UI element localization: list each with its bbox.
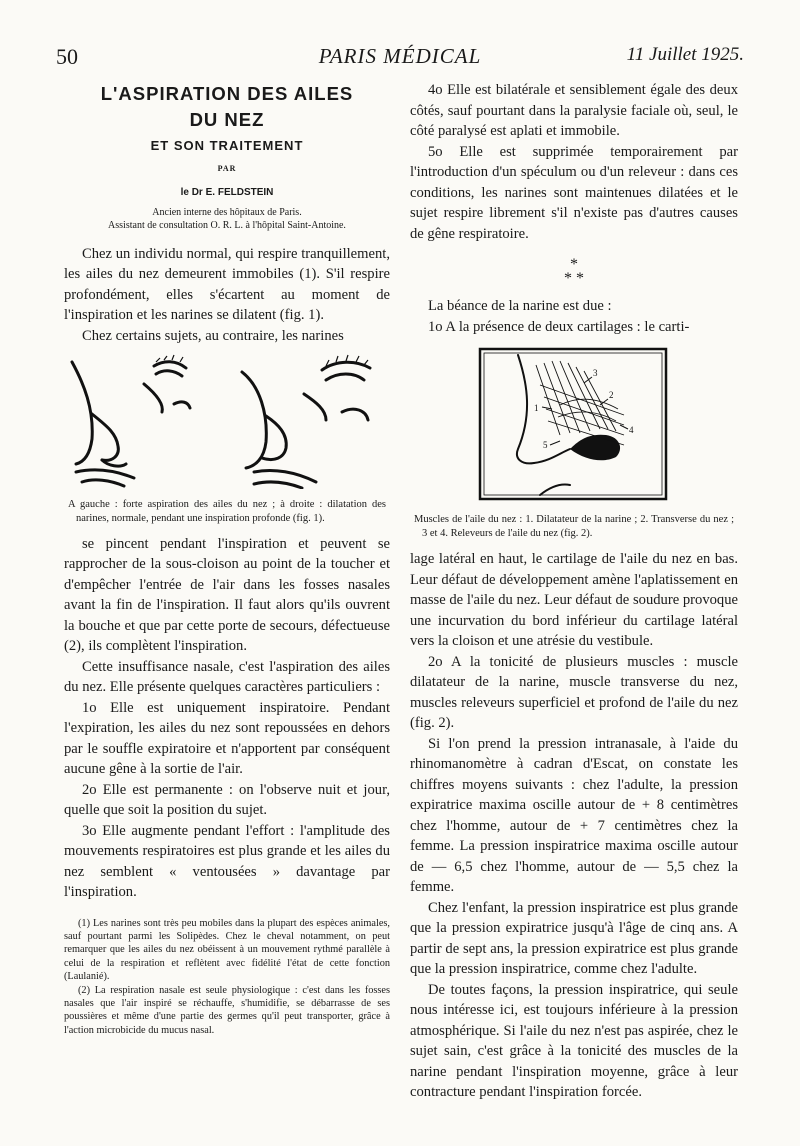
author-name: le Dr E. FELDSTEIN	[180, 187, 274, 198]
article-title-line2: DU NEZ	[189, 109, 265, 130]
footnotes	[64, 917, 390, 1038]
byline-par: PAR	[217, 163, 237, 173]
figure-2-label: 4	[629, 425, 634, 435]
paragraph: Chez l'enfant, la pression inspiratrice est plus grande que la pression expiratrice jusqu'à l'âge de cinq ans. A partir de sept ans, la pression expiratrice est plus grande que la pression inspiratrice, comme chez l'adulte.	[410, 899, 738, 977]
paragraph: Chez certains sujets, au contraire, les narines	[82, 327, 344, 344]
affiliation-line: Assistant de consultation O. R. L. à l'hôpital Saint-Antoine.	[108, 219, 346, 231]
paragraph: 1o Elle est uniquement inspiratoire. Pendant l'expiration, les ailes du nez sont repoussées en dehors par le souffle expiratoire et n'apportent par conséquent aucune gêne à la sortie de l'air.	[64, 699, 390, 777]
figure-2-label: 5	[543, 440, 548, 450]
paragraph: 2o Elle est permanente : on l'observe nuit et jour, quelle que soit la position du sujet.	[64, 781, 390, 818]
author-affiliation	[64, 206, 390, 232]
article-subtitle: ET SON TRAITEMENT	[150, 138, 304, 153]
nose-profiles-illustration	[64, 354, 390, 489]
footnote-2: (2) La respiration nasale est seule physiologique : c'est dans les fosses nasales que l'air inspiré se réchauffe, s'humidifie, se débarrasse de ses poussières et même d'une partie des germes qu'il peut transporter, grâce à l'action microbicide du mucus nasal.	[64, 984, 390, 1036]
paragraph: La béance de la narine est due :	[428, 298, 612, 314]
section-separator-stars: * * *	[564, 256, 584, 287]
figure-2-label: 1	[534, 403, 539, 413]
paragraph: se pincent pendant l'inspiration et peuvent se rapprocher de la sous-cloison au point de la toucher et d'empêcher l'entrée de l'air dans les fosses nasales avant la fin de l'inspiration. Il faut alors qu'ils ouvrent la bouche et que par cette porte de secours, défectueuse (2), ils complètent l'inspiration.	[64, 535, 390, 654]
journal-title: PARIS MÉDICAL	[318, 44, 482, 68]
figure-2-caption: Muscles de l'aile du nez : 1. Dilatateur de la narine ; 2. Transverse du nez ; 3 et 4. Releveurs de l'aile du nez (fig. 2).	[414, 514, 734, 539]
page-number: 50	[56, 44, 78, 69]
paragraph: Chez un individu normal, qui respire tranquillement, les ailes du nez demeurent immobiles (1). S'il respire profondément, elles s'écartent au moment de l'inspiration et les narines se dilatent (fig. 1).	[64, 245, 390, 323]
figure-2	[410, 345, 738, 541]
paragraph: 5o Elle est supprimée temporairement par l'introduction d'un spéculum ou d'un releveur : dans ces conditions, les narines sont maintenues dilatées et le sujet respire librement s'il n'existe pas d'autres causes de gêne respiratoire.	[410, 143, 738, 242]
nose-muscles-illustration	[410, 345, 738, 505]
figure-2-label: 3	[593, 368, 598, 378]
figure-1-caption: A gauche : forte aspiration des ailes du nez ; à droite : dilatation des narines, normale, pendant une inspiration profonde (fig. 1).	[68, 498, 386, 524]
paragraph: De toutes façons, la pression inspiratrice, qui seule nous intéresse ici, est toujours inférieure à la pression atmosphérique. Si l'aile du nez n'est pas aspirée, chez le sujet sain, c'est grâce à la tonicité des muscles de la narine pendant l'inspiration moyenne, grâce à leur contracture pendant l'inspiration forcée.	[410, 981, 738, 1100]
paragraph: lage latéral en haut, le cartilage de l'aile du nez en bas. Leur défaut de développement amène l'aplatissement en masse de l'aile du nez. Leur défaut de soudure provoque une incurvation du bord inférieur du cartilage latéral vers la cloison et une atrésie du vestibule.	[410, 551, 738, 649]
page-header	[56, 44, 744, 74]
issue-date: 11 Juillet 1925.	[626, 44, 744, 65]
paragraph: Cette insuffisance nasale, c'est l'aspiration des ailes du nez. Elle présente quelques caractères particuliers :	[64, 658, 390, 695]
paragraph: Si l'on prend la pression intranasale, à l'aide du rhinomanomètre à cadran d'Escat, on constate les chiffres moyens suivants : chez l'adulte, la pression expiratrice maxima oscille autour de + 8 centimètres chez l'homme, autour de + 7 centimètres chez la femme. La pression inspiratrice maxima oscille autour de — 6,5 chez l'homme, autour de — 5,5 chez la femme.	[410, 735, 738, 895]
paragraph: 2o A la tonicité de plusieurs muscles : muscle dilatateur de la narine, muscle transverse du nez, muscles releveurs superficiel et profond de l'aile du nez (fig. 2).	[410, 653, 738, 731]
right-column	[410, 80, 738, 1103]
footnote-1: (1) Les narines sont très peu mobiles dans la plupart des espèces animales, sauf pourtant parmi les Solipèdes. Chez le cheval notamment, on peut remarquer que les ailes du nez obéissent à un mouvement rythmé parallèle à celui de la respiration et reflètent avec fidélité l'état de cette fonction (Laulanié).	[64, 917, 390, 983]
paragraph: 3o Elle augmente pendant l'effort : l'amplitude des mouvements respiratoires est plus grande et les ailes du nez semblent « ventousées » davantage par l'inspiration.	[64, 822, 390, 900]
left-column	[64, 80, 390, 1037]
figure-2-label: 2	[609, 390, 614, 400]
paragraph: 4o Elle est bilatérale et sensiblement égale des deux côtés, sauf pourtant dans la paralysie faciale où, seul, le côté paralysé est aplati et immobile.	[410, 82, 738, 139]
figure-1	[64, 354, 390, 526]
paragraph: 1o A la présence de deux cartilages : le carti-	[428, 318, 690, 335]
affiliation-line: Ancien interne des hôpitaux de Paris.	[152, 206, 302, 218]
article-title-line1: L'ASPIRATION DES AILES	[100, 83, 354, 104]
